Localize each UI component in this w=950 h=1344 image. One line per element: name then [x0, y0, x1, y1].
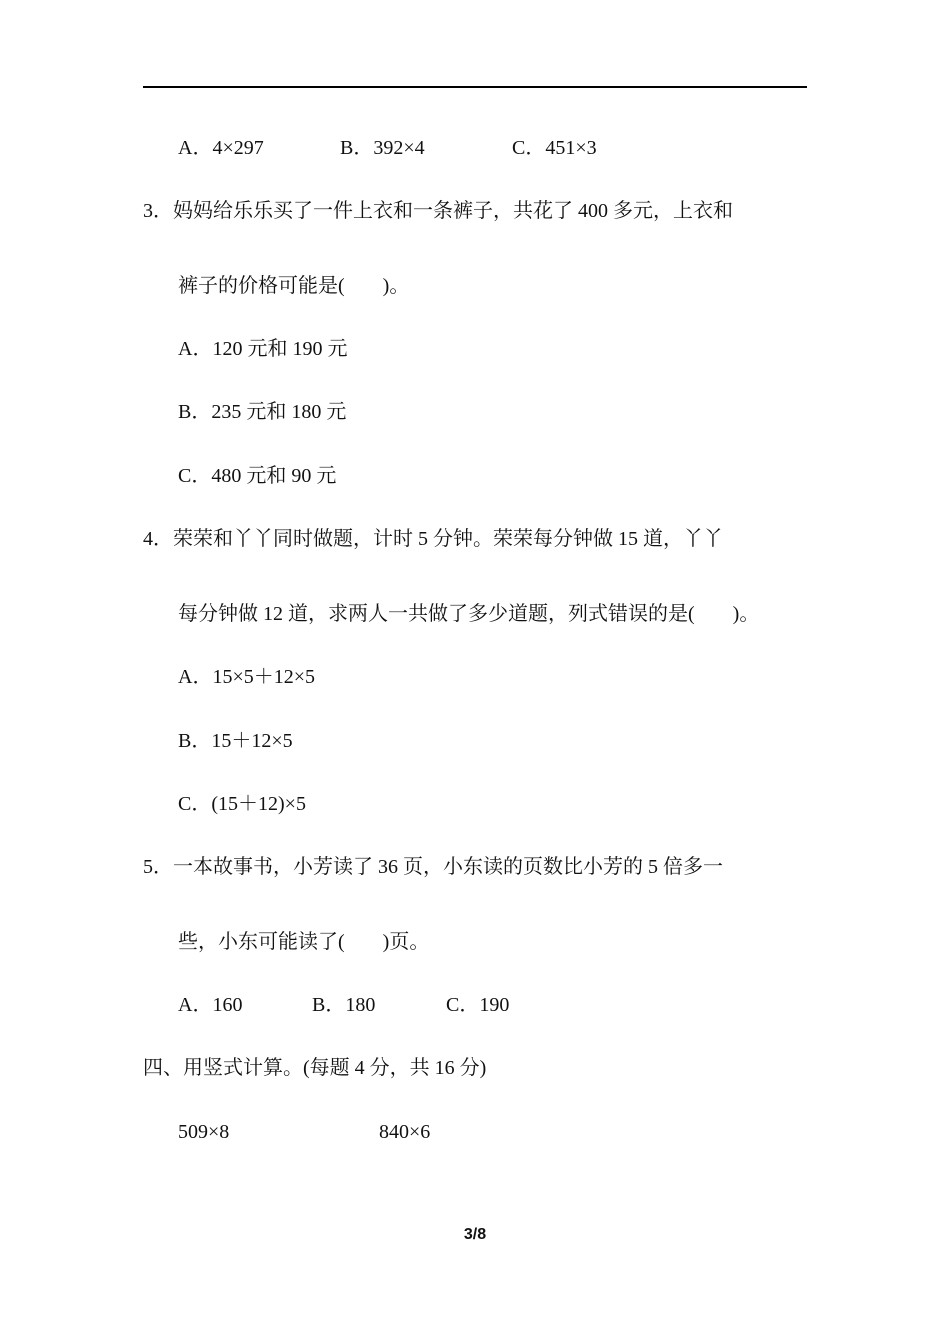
q5-text-line2 [178, 930, 429, 954]
section4-title: 四、用竖式计算。(每题 4 分，共 16 分) [143, 1057, 487, 1079]
q4-option-a: A．15×5＋12×5 [178, 666, 316, 688]
section4-problem-1: 509×8 [178, 1121, 230, 1143]
q5-option-c: C．190 [446, 994, 510, 1016]
q4-text-line1: 4．荣荣和丫丫同时做题，计时 5 分钟。荣荣每分钟做 15 道，丫丫 [143, 528, 723, 550]
q4-text-post: )。 [732, 603, 760, 625]
section4-problem-2: 840×6 [379, 1121, 431, 1143]
q4-option-c: C．(15＋12)×5 [178, 793, 306, 815]
q3-option-b: B．235 元和 180 元 [178, 401, 347, 423]
q3-text-line1: 3．妈妈给乐乐买了一件上衣和一条裤子，共花了 400 多元，上衣和 [143, 200, 733, 222]
q5-text-pre: 些，小东可能读了( [178, 931, 345, 953]
q3-option-c: C．480 元和 90 元 [178, 465, 337, 487]
header-rule [143, 86, 807, 88]
q4-text-pre: 每分钟做 12 道，求两人一共做了多少道题，列式错误的是( [178, 603, 695, 625]
q3-text-pre: 裤子的价格可能是( [178, 275, 345, 297]
q5-text-post: )页。 [382, 931, 430, 953]
q3-text-post: )。 [382, 275, 410, 297]
q2-option-a: A．4×297 [178, 137, 264, 159]
q5-option-a: A．160 [178, 994, 243, 1016]
q4-text-line2 [178, 602, 759, 626]
q2-option-b: B．392×4 [340, 137, 425, 159]
q4-option-b: B．15＋12×5 [178, 730, 293, 752]
page-number: 3/8 [463, 1226, 487, 1243]
q5-option-b: B．180 [312, 994, 376, 1016]
q3-option-a: A．120 元和 190 元 [178, 338, 348, 360]
q3-text-line2 [178, 274, 409, 298]
q2-option-c: C．451×3 [512, 137, 597, 159]
q5-text-line1: 5．一本故事书，小芳读了 36 页，小东读的页数比小芳的 5 倍多一 [143, 856, 723, 878]
